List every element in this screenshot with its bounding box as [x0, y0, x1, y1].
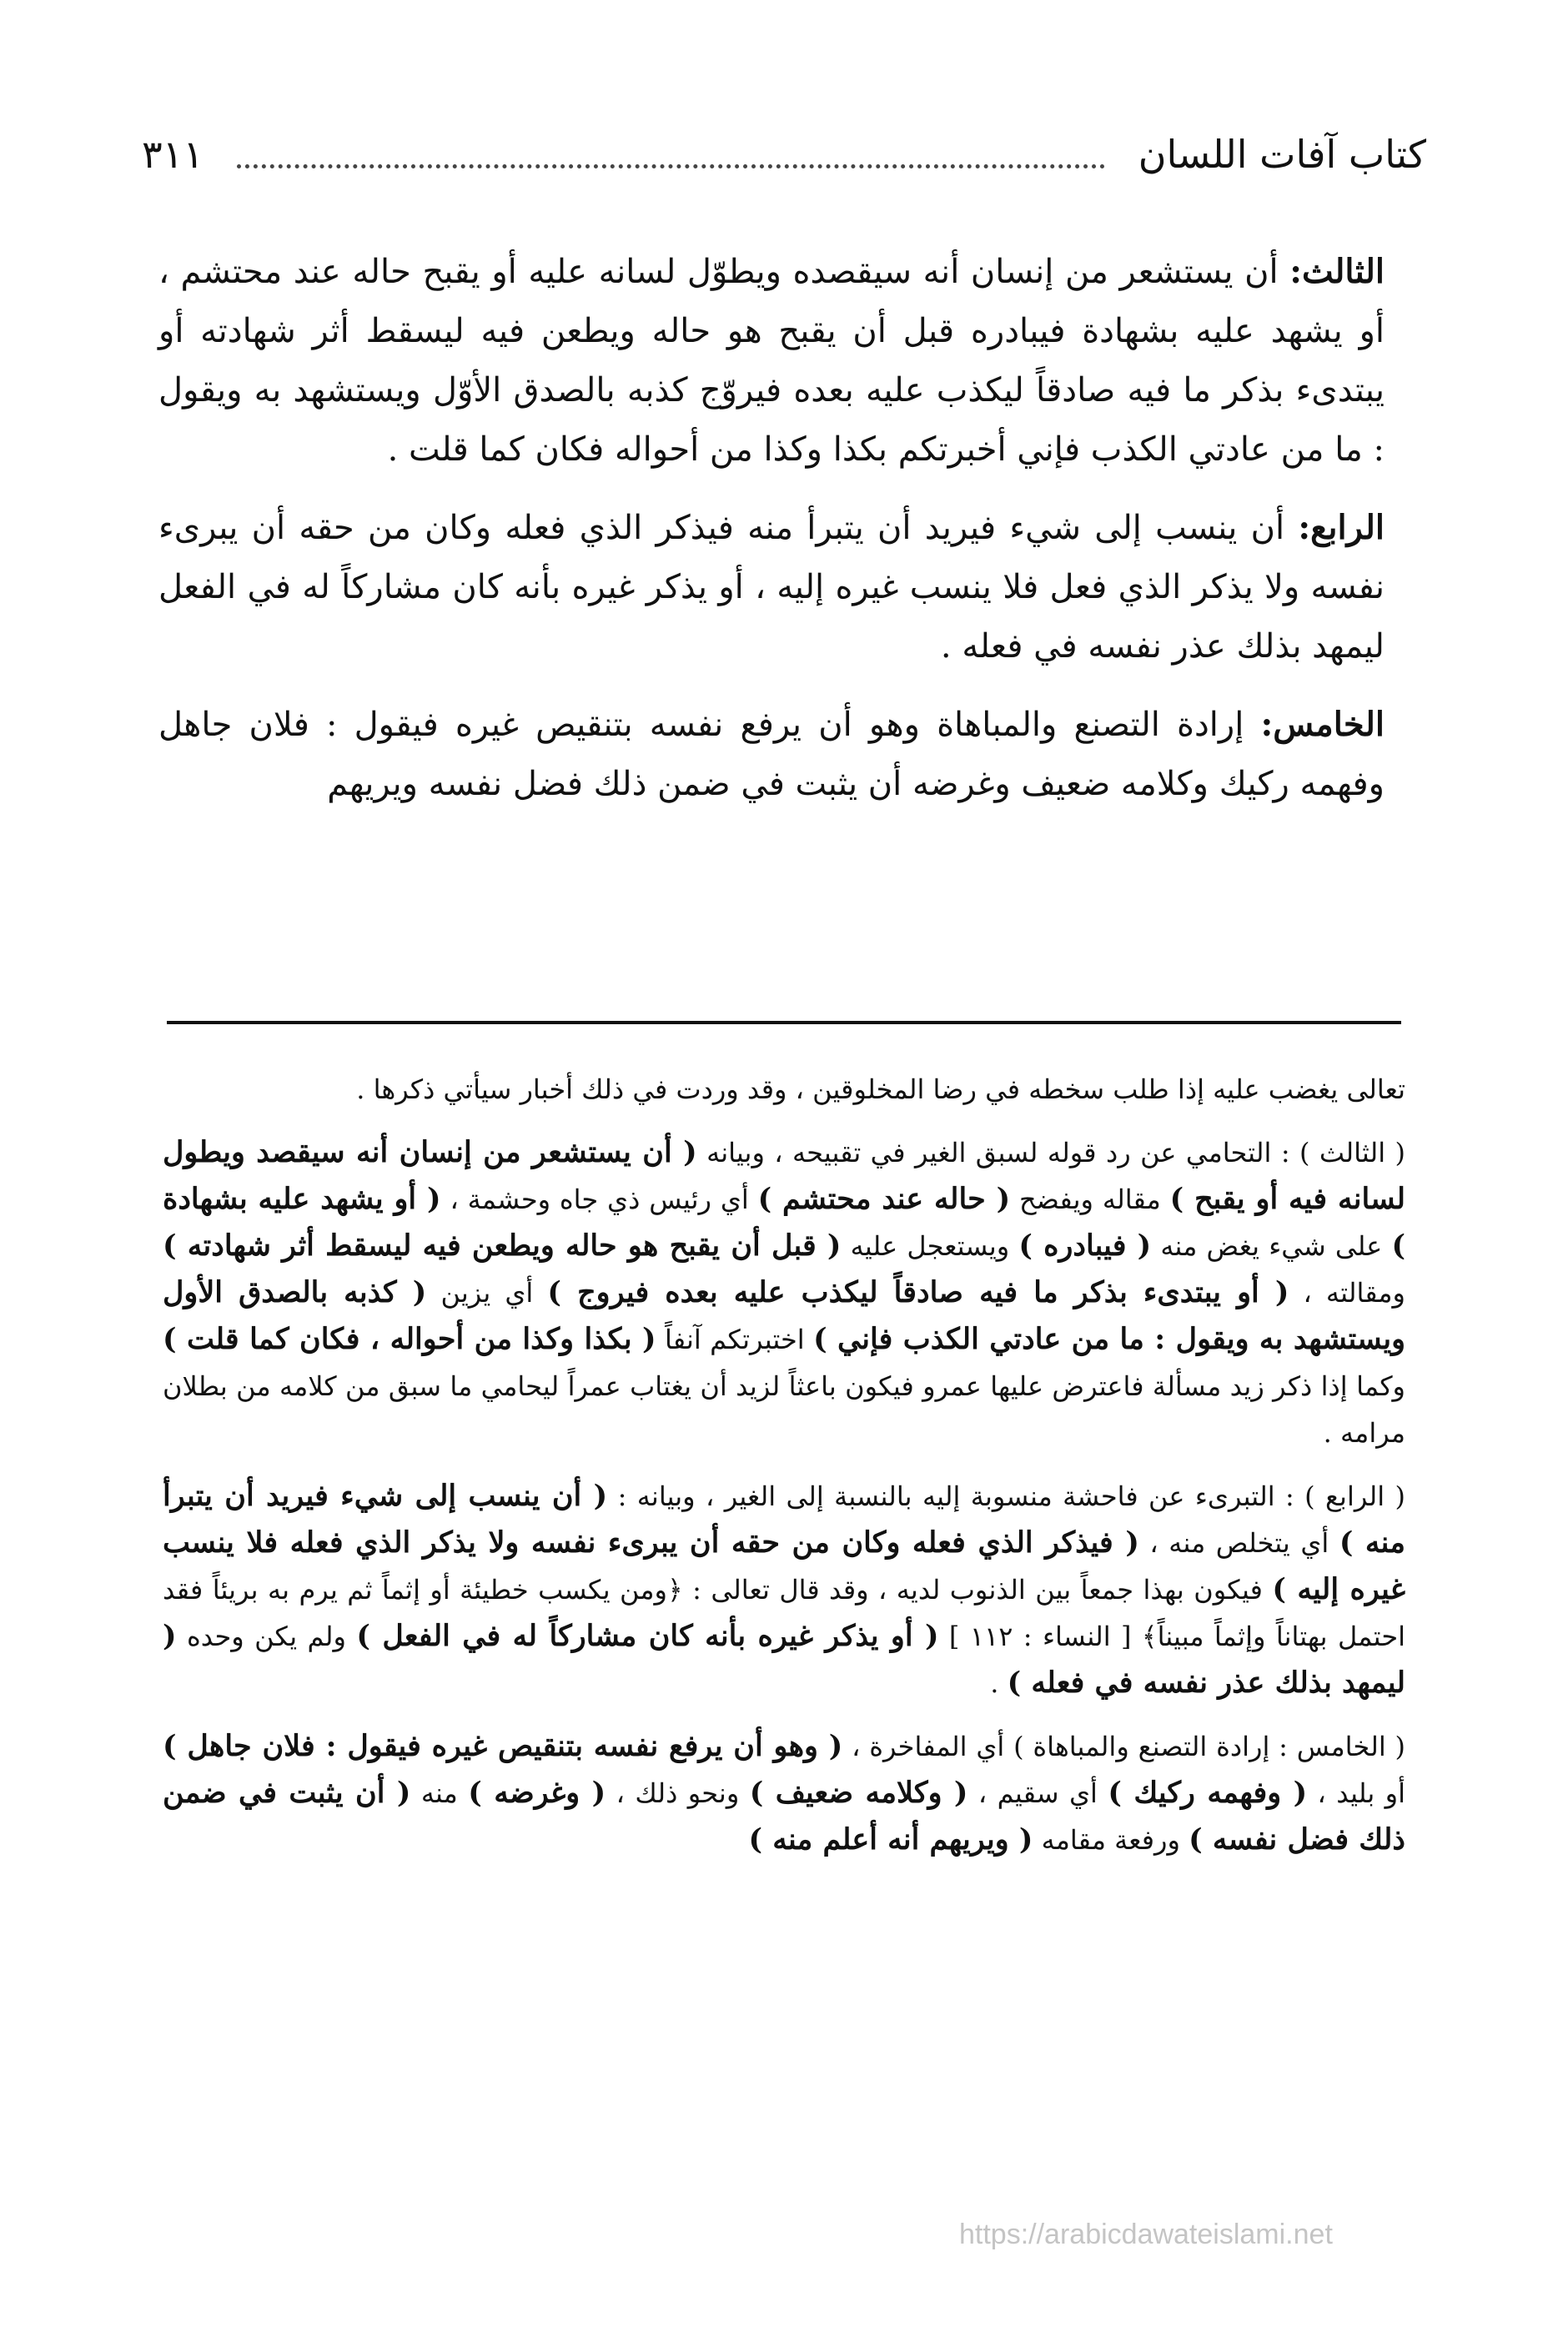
quoted-text: ( وغرضه ) [468, 1776, 606, 1810]
section-term: الخامس: [1260, 705, 1385, 744]
quoted-text: ( أو يشهد عليه بشهادة ) [163, 1182, 1406, 1263]
commentary-paragraph-third [163, 1129, 1405, 1456]
watermark-url: https://arabicdawateislami.net [959, 2219, 1333, 2250]
footnote-separator [167, 1021, 1401, 1024]
quoted-text: ( وهو أن يرفع نفسه بتنقيص غيره فيقول : فلان جاهل ) [163, 1729, 843, 1763]
commentary-text: أي المفاخرة ، [842, 1731, 1014, 1762]
quoted-text: ( وفهمه ركيك ) [1108, 1776, 1308, 1810]
commentary-text: منه [410, 1777, 469, 1809]
commentary-text: . [990, 1667, 1008, 1699]
commentary-text: أي رئيس ذي جاه وحشمة ، [440, 1184, 758, 1215]
commentary-continuation [163, 1066, 1405, 1113]
paragraph-text: أن يستشعر من إنسان أنه سيقصده ويطوّل لسانه عليه أو يقبح حاله عند محتشم ، أو يشهد عليه بشهادة فيبادره قبل أن يقبح هو حاله ويطعن فيه ليسقط أثر شهادته أو يبتدىء بذكر ما فيه صادقاً ليكذب عليه بعده فيروّج كذبه بالصدق الأوّل ويستشهد به ويقول : ما من عادتي الكذب فإني أخبرتكم بكذا وكذا من أحواله فكان كما قلت . [158, 253, 1385, 469]
quoted-text: ( حاله عند محتشم ) [757, 1182, 1011, 1216]
main-paragraph-third [158, 242, 1385, 480]
commentary-text: وكما إذا ذكر زيد مسألة فاعترض عليها عمرو فيكون باعثاً لزيد أن يغتاب عمراً ليحامي ما سبق من كلامه من بطلان مرامه . [163, 1370, 1406, 1449]
quoted-text: ( وكلامه ضعيف ) [749, 1776, 968, 1810]
running-header [142, 125, 1426, 183]
commentary-text: ورفعة مقامه [1033, 1824, 1189, 1856]
commentary-text: أو بليد ، [1307, 1777, 1406, 1809]
commentary-heading: ( الرابع ) [1294, 1480, 1405, 1512]
commentary-text: على شيء يغض منه [1151, 1230, 1392, 1262]
header-title: كتاب آفات اللسان [1138, 132, 1426, 177]
quoted-text: ( أن يثبت في ضمن ذلك فضل نفسه ) [163, 1776, 1405, 1857]
commentary-paragraph-fifth [163, 1723, 1405, 1863]
commentary-text: ولم يكن وحده [176, 1621, 357, 1652]
commentary-text: : التبرىء عن فاحشة منسوبة إليه بالنسبة إلى الغير ، وبيانه : [607, 1480, 1294, 1512]
quoted-text: ( أو يبتدىء بذكر ما فيه صادقاً ليكذب عليه بعده فيروج ) [547, 1275, 1289, 1309]
quoted-text: ( أن ينسب إلى شيء فيريد أن يتبرأ منه ) [163, 1479, 1405, 1560]
section-term: الرابع: [1298, 508, 1385, 547]
commentary-text: فيكون بهذا جمعاً بين الذنوب لديه ، وقد قال تعالى : ﴿ومن يكسب خطيئة أو إثماً ثم يرم به بريئاً فقد احتمل بهتاناً وإثماً مبيناً﴾ [ النساء : ١١٢ ] [163, 1574, 1406, 1652]
main-paragraph-fourth [158, 498, 1385, 676]
quoted-text: ( فيذكر الذي فعله وكان من حقه أن يبرىء نفسه ولا يذكر الذي فعله فلا ينسب غيره إليه ) [163, 1525, 1405, 1606]
commentary [163, 1066, 1405, 1880]
commentary-heading: ( الخامس : إرادة التصنع والمباهاة ) [1013, 1731, 1406, 1762]
commentary-heading: ( الثالث ) [1289, 1137, 1406, 1169]
quoted-text: ( فيبادره ) [1018, 1229, 1152, 1263]
section-term: الثالث: [1289, 252, 1385, 291]
quoted-text: ( أو يذكر غيره بأنه كان مشاركاً له في الفعل ) [356, 1619, 939, 1653]
commentary-text: اختبرتكم آنفاً [656, 1324, 814, 1355]
commentary-text: مقاله ويفضح [1010, 1184, 1170, 1215]
quoted-text: ( قبل أن يقبح هو حاله ويطعن فيه ليسقط أثر شهادته ) [163, 1229, 842, 1263]
page-number: ٣١١ [142, 132, 204, 177]
paragraph-text: إرادة التصنع والمباهاة وهو أن يرفع نفسه بتنقيص غيره فيقول : فلان جاهل وفهمه ركيك وكلامه ضعيف وغرضه أن يثبت في ضمن ذلك فضل نفسه ويريهم [158, 706, 1385, 803]
quoted-text: ( أن يستشعر من إنسان أنه سيقصد ويطول لسانه فيه أو يقبح ) [163, 1135, 1405, 1216]
quoted-text: ( كذبه بالصدق الأول ويستشهد به ويقول : ما من عادتي الكذب فإني ) [163, 1275, 1405, 1356]
commentary-text: تعالى يغضب عليه إذا طلب سخطه في رضا المخلوقين ، وقد وردت في ذلك أخبار سيأتي ذكرها . [356, 1073, 1405, 1105]
header-leader-dots [237, 164, 1105, 168]
quoted-text: ( ليمهد بذلك عذر نفسه في فعله ) [163, 1619, 1405, 1700]
commentary-text: أي يتخلص منه ، [1138, 1527, 1339, 1559]
commentary-text: أي يزين [426, 1277, 548, 1309]
commentary-paragraph-fourth [163, 1473, 1405, 1706]
main-text [158, 242, 1385, 832]
quoted-text: ( ويريهم أنه أعلم منه ) [748, 1822, 1033, 1857]
commentary-text: ويستعجل عليه [841, 1230, 1019, 1262]
commentary-text: ومقالته ، [1289, 1277, 1406, 1309]
commentary-text: : التحامي عن رد قوله لسبق الغير في تقبيحه ، وبيانه [696, 1137, 1290, 1169]
main-paragraph-fifth [158, 695, 1385, 814]
paragraph-text: أن ينسب إلى شيء فيريد أن يتبرأ منه فيذكر الذي فعله وكان من حقه أن يبرىء نفسه ولا يذكر الذي فعل فلا ينسب غيره إليه ، أو يذكر غيره بأنه كان مشاركاً له في الفعل ليمهد بذلك عذر نفسه في فعله . [158, 509, 1385, 666]
commentary-text: ونحو ذلك ، [606, 1777, 750, 1809]
quoted-text: ( بكذا وكذا من أحواله ، فكان كما قلت ) [163, 1322, 656, 1356]
commentary-text: أي سقيم ، [967, 1777, 1108, 1809]
